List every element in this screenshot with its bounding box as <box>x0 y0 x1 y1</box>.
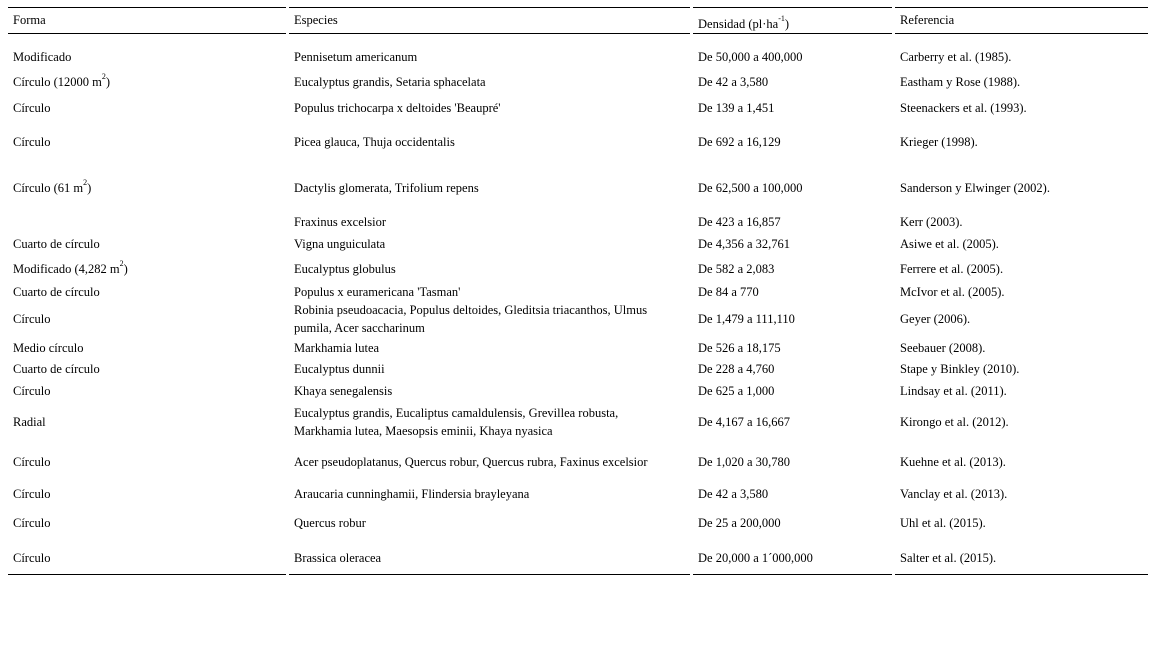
cell-forma: Círculo <box>13 312 51 326</box>
cell-referencia: Asiwe et al. (2005). <box>900 237 999 251</box>
cell-densidad: De 228 a 4,760 <box>698 361 775 376</box>
cell-referencia: Carberry et al. (1985). <box>900 50 1012 64</box>
cell-forma: Radial <box>13 415 46 429</box>
cell-densidad: De 692 a 16,129 <box>698 135 781 149</box>
cell-densidad: De 20,000 a 1´000,000 <box>698 551 813 565</box>
cell-referencia: Vanclay et al. (2013). <box>900 487 1008 501</box>
cell-densidad: De 42 a 3,580 <box>698 75 769 89</box>
cell-referencia: Lindsay et al. (2011). <box>900 384 1007 398</box>
cell-densidad: De 4,356 a 32,761 <box>698 237 790 251</box>
cell-forma: Círculo <box>13 551 51 565</box>
header-rule <box>8 33 286 34</box>
bottom-rule <box>693 574 892 575</box>
cell-forma: Círculo <box>13 487 51 501</box>
cell-referencia: Kirongo et al. (2012). <box>900 415 1009 429</box>
cell-referencia: Eastham y Rose (1988). <box>900 75 1021 89</box>
top-rule <box>289 7 690 8</box>
cell-forma: Círculo (12000 m $^2$ ) <box>13 72 111 89</box>
cell-referencia: Stape y Binkley (2010). <box>900 361 1020 376</box>
cell-forma: Círculo <box>13 516 51 530</box>
cell-referencia: Kuehne et al. (2013). <box>900 455 1006 469</box>
top-rule <box>693 7 892 8</box>
cell-densidad: De 526 a 18,175 <box>698 340 781 355</box>
cell-especies: Eucalyptus globulus <box>294 261 396 276</box>
cell-especies: Eucalyptus dunnii <box>294 361 385 376</box>
cell-especies: Quercus robur <box>294 516 366 530</box>
cell-forma: Círculo <box>13 135 51 149</box>
cell-especies: Eucalyptus grandis, Setaria sphacelata <box>294 75 486 89</box>
cell-especies: Khaya senegalensis <box>294 384 393 398</box>
cell-especies: Fraxinus excelsior <box>294 215 386 229</box>
cell-especies: Acer pseudoplatanus, Quercus robur, Quercus rubra, Faxinus excelsior <box>294 455 648 469</box>
cell-densidad: De 42 a 3,580 <box>698 487 769 501</box>
header-referencia: Referencia <box>900 13 955 27</box>
cell-especies: Vigna unguiculata <box>294 237 386 251</box>
cell-especies: Dactylis glomerata, Trifolium repens <box>294 181 479 195</box>
cell-especies: Robinia pseudoacacia, Populus deltoides, Gleditsia triacanthos, Ulmus pumila, Acer saccharinum <box>294 303 648 335</box>
header-rule <box>895 33 1148 34</box>
cell-forma: Cuarto de círculo <box>13 237 100 251</box>
cell-densidad: De 139 a 1,451 <box>698 101 775 115</box>
cell-densidad: De 50,000 a 400,000 <box>698 50 803 64</box>
cell-especies: Picea glauca, Thuja occidentalis <box>294 135 455 149</box>
bottom-rule <box>289 574 690 575</box>
cell-especies: Brassica oleracea <box>294 551 382 565</box>
cell-referencia: Geyer (2006). <box>900 312 971 326</box>
cell-densidad: De 4,167 a 16,667 <box>698 415 790 429</box>
header-densidad: Densidad (pl·ha $^{-1}$ ) <box>698 14 790 31</box>
cell-especies: Populus trichocarpa x deltoides 'Beaupré' <box>294 101 501 115</box>
bottom-rule <box>8 574 286 575</box>
cell-densidad: De 423 a 16,857 <box>698 215 781 229</box>
cell-forma: Círculo <box>13 455 51 469</box>
header-rule <box>693 33 892 34</box>
cell-forma: Círculo <box>13 384 51 398</box>
cell-especies: Populus x euramericana 'Tasman' <box>294 284 461 299</box>
cell-forma: Modificado (4,282 m $^2$ ) <box>13 258 128 276</box>
cell-forma: Modificado <box>13 50 72 64</box>
header-especies: Especies <box>294 13 338 27</box>
cell-especies: Araucaria cunninghamii, Flindersia brayleyana <box>294 487 530 501</box>
cell-densidad: De 1,020 a 30,780 <box>698 455 790 469</box>
cell-forma: Medio círculo <box>13 340 84 355</box>
cell-densidad: De 625 a 1,000 <box>698 384 775 398</box>
cell-forma: Círculo <box>13 101 51 115</box>
cell-especies: Pennisetum americanum <box>294 50 418 64</box>
cell-densidad: De 25 a 200,000 <box>698 516 781 530</box>
cell-referencia: Krieger (1998). <box>900 135 978 149</box>
cell-referencia: Uhl et al. (2015). <box>900 516 986 530</box>
cell-referencia: Steenackers et al. (1993). <box>900 101 1027 115</box>
header-rule <box>289 33 690 34</box>
cell-forma: Cuarto de círculo <box>13 284 100 299</box>
header-forma: Forma <box>13 13 46 27</box>
cell-referencia: Seebauer (2008). <box>900 340 986 355</box>
cell-especies: Eucalyptus grandis, Eucaliptus camaldulensis, Grevillea robusta, Markhamia lutea, Maesopsis eminii, Khaya nyasica <box>294 406 619 438</box>
bottom-rule <box>895 574 1148 575</box>
top-rule <box>8 7 286 8</box>
cell-densidad: De 582 a 2,083 <box>698 261 775 276</box>
cell-referencia: Sanderson y Elwinger (2002). <box>900 181 1050 195</box>
cell-referencia: McIvor et al. (2005). <box>900 284 1005 299</box>
cell-forma: Círculo (61 m $^2$ ) <box>13 178 92 195</box>
top-rule <box>895 7 1148 8</box>
cell-densidad: De 1,479 a 111,110 <box>698 312 795 326</box>
cell-especies: Markhamia lutea <box>294 340 380 355</box>
cell-referencia: Salter et al. (2015). <box>900 551 997 565</box>
cell-forma: Cuarto de círculo <box>13 361 100 376</box>
cell-densidad: De 84 a 770 <box>698 284 759 299</box>
cell-referencia: Ferrere et al. (2005). <box>900 261 1004 276</box>
cell-forma <box>13 212 266 232</box>
cell-densidad: De 62,500 a 100,000 <box>698 181 803 195</box>
cell-referencia: Kerr (2003). <box>900 215 963 229</box>
